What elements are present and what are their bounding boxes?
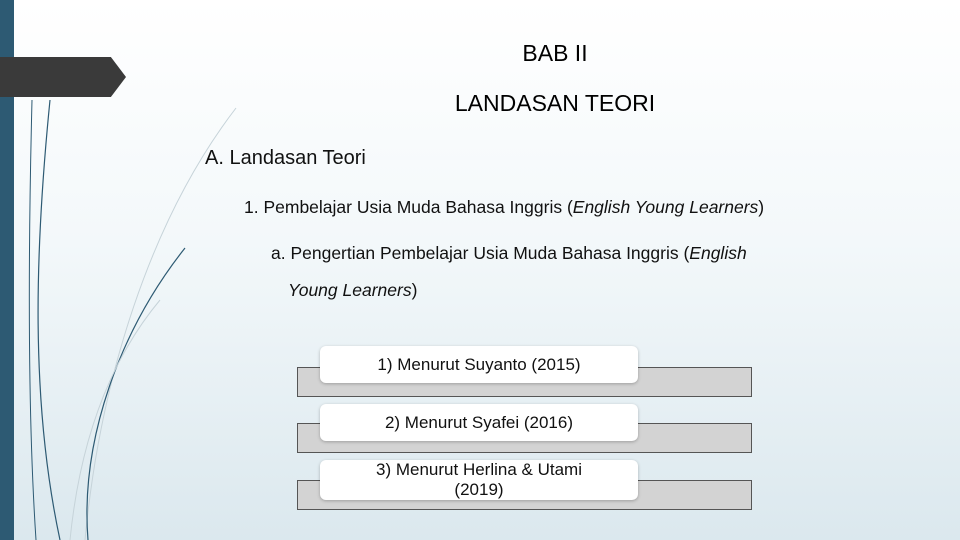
- card-2: 2) Menurut Syafei (2016): [320, 404, 638, 441]
- list-item-1-prefix: 1. Pembelajar Usia Muda Bahasa Inggris (: [244, 197, 573, 217]
- card-3: 3) Menurut Herlina & Utami (2019): [320, 460, 638, 500]
- list-item-a-prefix: a. Pengertian Pembelajar Usia Muda Bahasa Inggris (: [271, 243, 690, 263]
- slide-title: BAB II: [522, 40, 588, 66]
- list-item-a-italic-2: Young Learners: [288, 280, 412, 300]
- list-item-a-line2: [288, 280, 417, 301]
- decorative-lines: [0, 0, 260, 540]
- slide-subtitle: LANDASAN TEORI: [454, 90, 656, 116]
- list-item-1: [244, 197, 764, 218]
- list-item-1-italic: English Young Learners: [572, 197, 759, 217]
- list-item-a-italic-1: English: [689, 243, 747, 263]
- list-item-1-suffix: ): [758, 197, 765, 217]
- card-1: 1) Menurut Suyanto (2015): [320, 346, 638, 383]
- section-heading: A. Landasan Teori: [205, 147, 366, 169]
- list-item-a-suffix: ): [411, 280, 418, 300]
- list-item-a-line1: [271, 243, 747, 264]
